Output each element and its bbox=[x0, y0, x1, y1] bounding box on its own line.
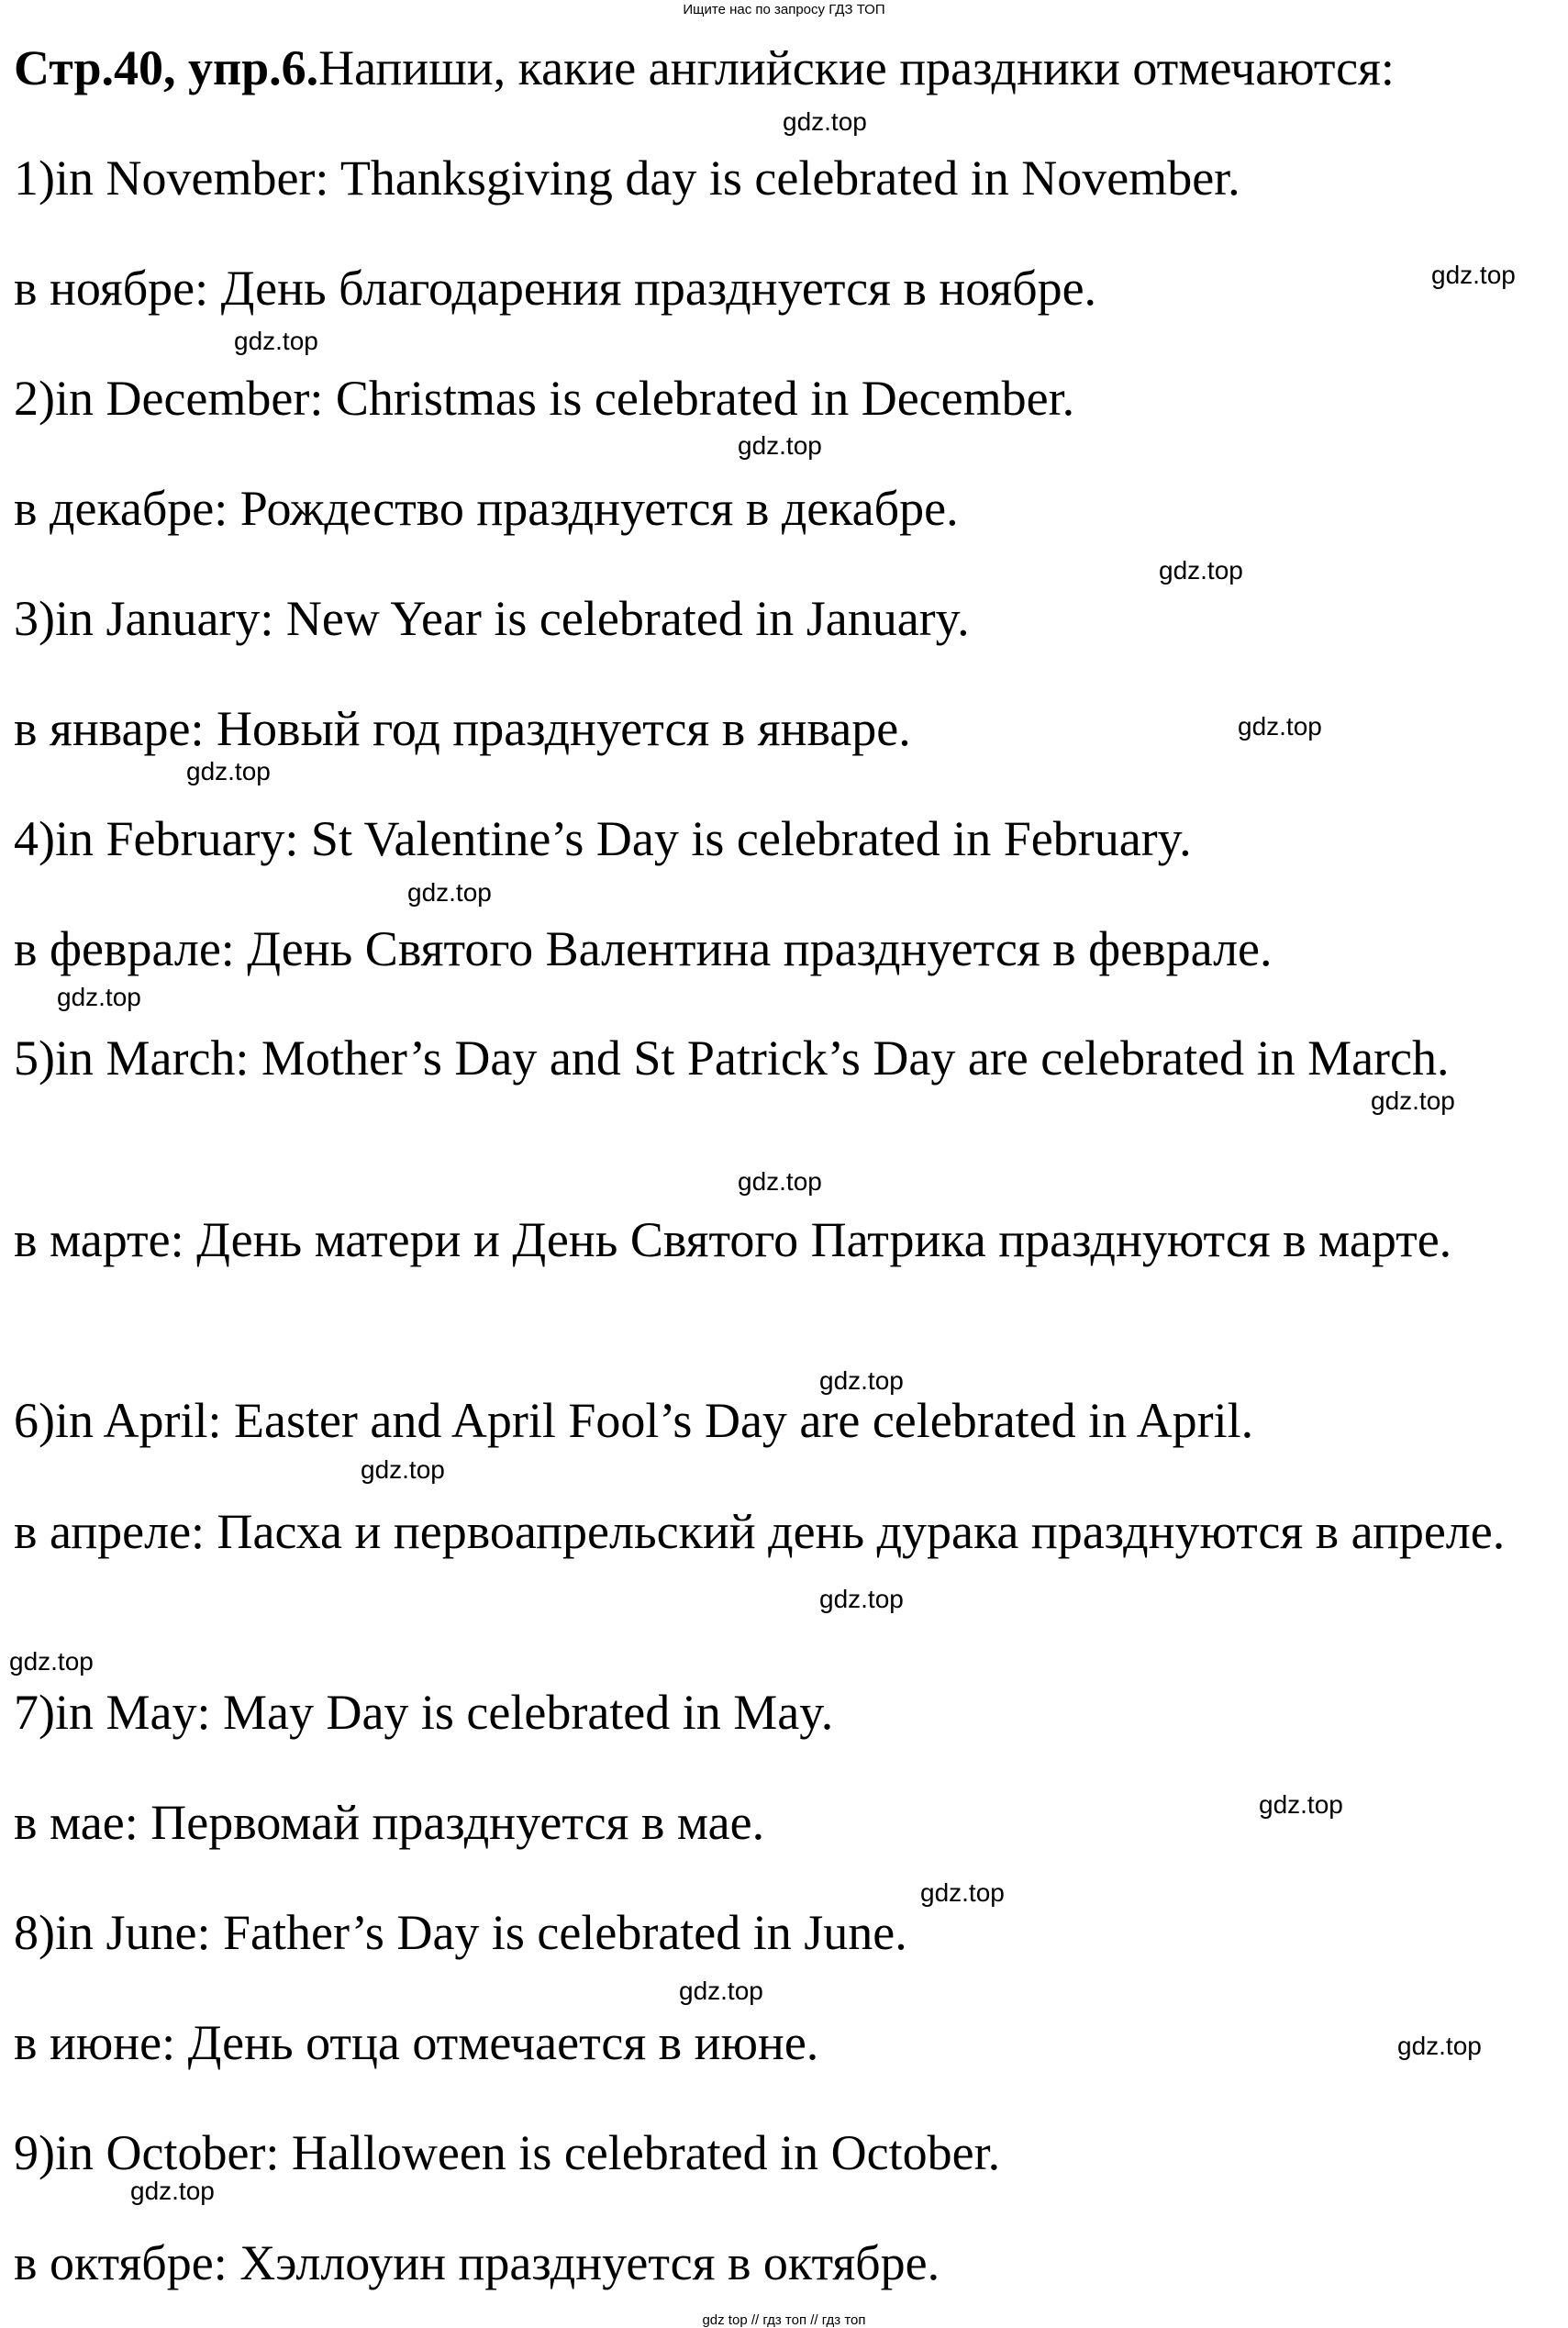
watermark: gdz.top bbox=[1159, 556, 1243, 585]
answer-line-9-ru: в октябре: Хэллоуин празднуется в октябре. bbox=[14, 2235, 940, 2290]
answer-line-4-ru: в феврале: День Святого Валентина празднуется в феврале. bbox=[14, 921, 1273, 976]
watermark: gdz.top bbox=[407, 878, 492, 907]
answer-line-3-en: 3)in January: New Year is celebrated in January. bbox=[14, 591, 970, 646]
footer-watermark: gdz top // гдз топ // гдз топ bbox=[702, 2312, 866, 2328]
watermark: gdz.top bbox=[679, 1977, 763, 2005]
answer-line-1-ru: в ноябре: День благодарения празднуется в ноябре. bbox=[14, 261, 1097, 316]
watermark: gdz.top bbox=[234, 327, 318, 355]
answer-line-7-en: 7)in May: May Day is celebrated in May. bbox=[14, 1685, 834, 1740]
answer-line-7-ru: в мае: Первомай празднуется в мае. bbox=[14, 1795, 765, 1850]
watermark: gdz.top bbox=[1397, 2032, 1482, 2060]
answer-line-4-en: 4)in February: St Valentine’s Day is celebrated in February. bbox=[14, 811, 1192, 866]
answer-line-1-en: 1)in November: Thanksgiving day is celebrated in November. bbox=[14, 150, 1240, 206]
answer-line-2-ru: в декабре: Рождество празднуется в декабре. bbox=[14, 481, 959, 536]
watermark: gdz.top bbox=[920, 1878, 1005, 1907]
watermark: gdz.top bbox=[130, 2177, 215, 2205]
watermark: gdz.top bbox=[1238, 712, 1322, 741]
watermark: gdz.top bbox=[783, 107, 867, 136]
answer-line-8-ru: в июне: День отца отмечается в июне. bbox=[14, 2015, 819, 2070]
watermark: gdz.top bbox=[819, 1585, 904, 1613]
watermark: gdz.top bbox=[1259, 1790, 1343, 1819]
watermark: gdz.top bbox=[738, 431, 822, 460]
title-reference: Стр.40, упр.6. bbox=[14, 40, 319, 95]
watermark: gdz.top bbox=[9, 1647, 94, 1676]
answer-line-5-en: 5)in March: Mother’s Day and St Patrick’s Day are celebrated in March. bbox=[14, 1030, 1450, 1086]
answer-line-8-en: 8)in June: Father’s Day is celebrated in June. bbox=[14, 1905, 907, 1960]
watermark: gdz.top bbox=[1371, 1086, 1455, 1115]
watermark: gdz.top bbox=[738, 1167, 822, 1196]
answer-line-6-ru: в апреле: Пасха и первоапрельский день дурака празднуются в апреле. bbox=[14, 1504, 1506, 1559]
title-task: Напиши, какие английские праздники отмечаются: bbox=[318, 40, 1395, 95]
answer-line-5-ru: в марте: День матери и День Святого Патрика празднуются в марте. bbox=[14, 1212, 1452, 1267]
top-banner: Ищите нас по запросу ГДЗ ТОП bbox=[683, 2, 885, 17]
watermark: gdz.top bbox=[186, 757, 271, 785]
answer-line-6-en: 6)in April: Easter and April Fool’s Day are celebrated in April. bbox=[14, 1393, 1254, 1448]
answer-line-9-en: 9)in October: Halloween is celebrated in October. bbox=[14, 2125, 1001, 2180]
answer-line-3-ru: в январе: Новый год празднуется в январе. bbox=[14, 701, 911, 756]
watermark: gdz.top bbox=[361, 1455, 445, 1484]
watermark: gdz.top bbox=[1431, 261, 1516, 289]
watermark: gdz.top bbox=[819, 1366, 904, 1395]
answer-line-2-en: 2)in December: Christmas is celebrated in December. bbox=[14, 371, 1075, 426]
watermark: gdz.top bbox=[57, 983, 141, 1011]
page-title bbox=[14, 33, 1395, 103]
